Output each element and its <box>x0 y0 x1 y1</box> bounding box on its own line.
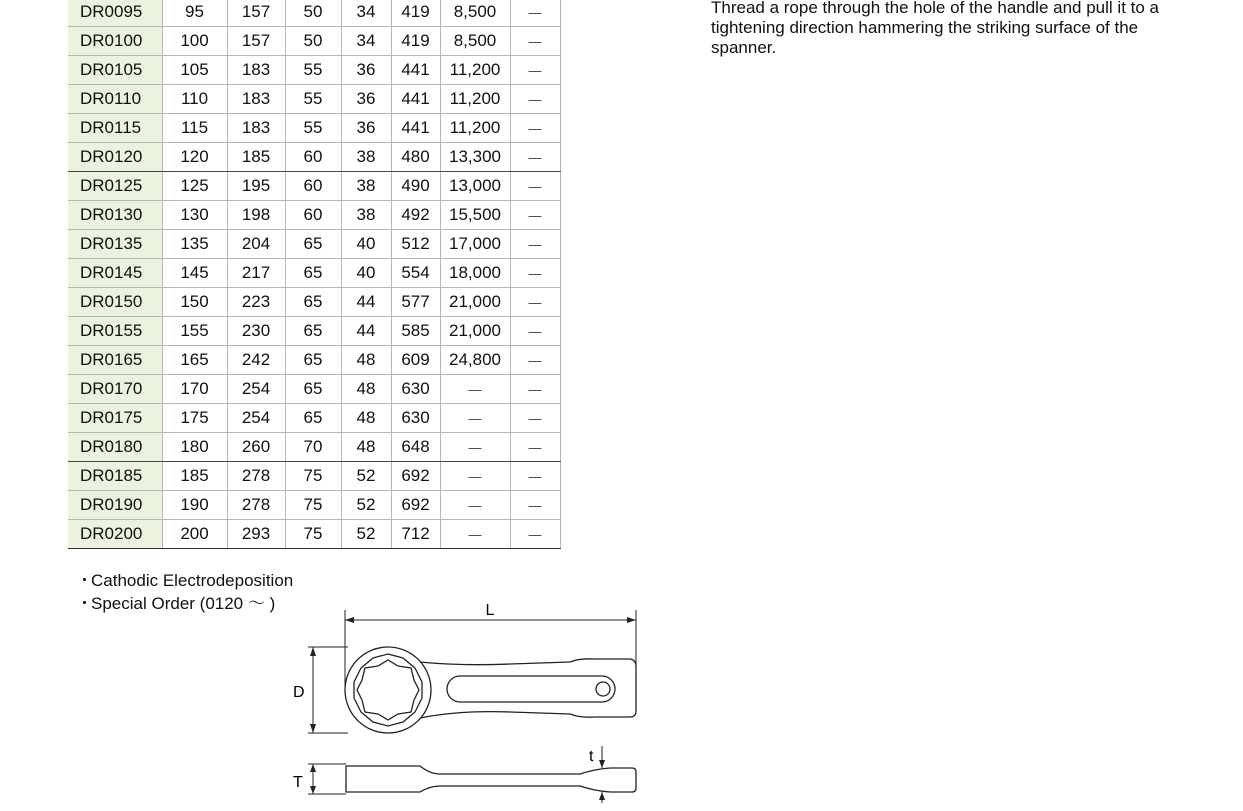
table-cell: 60 <box>285 172 341 201</box>
table-cell: 692 <box>391 491 440 520</box>
table-row <box>68 230 560 259</box>
table-cell: 38 <box>341 143 391 172</box>
table-cell: 183 <box>227 114 285 143</box>
table-cell: 125 <box>162 172 227 201</box>
table-cell: 198 <box>227 201 285 230</box>
diameter-label: D <box>293 684 305 701</box>
table-cell: 24,800 <box>440 346 510 375</box>
table-cell: 512 <box>391 230 440 259</box>
table-cell: 293 <box>227 520 285 549</box>
model-code-cell: DR0130 <box>68 201 162 230</box>
table-cell: － <box>510 317 560 346</box>
table-cell: － <box>440 433 510 462</box>
table-cell: 120 <box>162 143 227 172</box>
model-code-cell: DR0170 <box>68 375 162 404</box>
table-cell: 55 <box>285 56 341 85</box>
table-cell: 17,000 <box>440 230 510 259</box>
table-row <box>68 462 560 491</box>
table-cell: 692 <box>391 462 440 491</box>
table-cell: 712 <box>391 520 440 549</box>
table-row <box>68 259 560 288</box>
table-cell: 441 <box>391 56 440 85</box>
table-cell: － <box>510 230 560 259</box>
table-cell: 60 <box>285 143 341 172</box>
table-cell: 183 <box>227 56 285 85</box>
table-row <box>68 27 560 56</box>
table-cell: 242 <box>227 346 285 375</box>
table-cell: 38 <box>341 172 391 201</box>
table-cell: 21,000 <box>440 288 510 317</box>
table-cell: 55 <box>285 85 341 114</box>
table-cell: 40 <box>341 230 391 259</box>
table-cell: 165 <box>162 346 227 375</box>
table-cell: 34 <box>341 0 391 27</box>
table-row <box>68 346 560 375</box>
table-cell: 223 <box>227 288 285 317</box>
table-cell: 48 <box>341 433 391 462</box>
table-cell: 21,000 <box>440 317 510 346</box>
table-cell: 648 <box>391 433 440 462</box>
table-cell: 15,500 <box>440 201 510 230</box>
table-cell: 70 <box>285 433 341 462</box>
feature-item: ・ Special Order (0120 ～ ) <box>76 592 293 615</box>
model-code-cell: DR0095 <box>68 0 162 27</box>
feature-list <box>76 569 293 615</box>
table-cell: 36 <box>341 114 391 143</box>
table-cell: 105 <box>162 56 227 85</box>
table-cell: 50 <box>285 27 341 56</box>
table-cell: 130 <box>162 201 227 230</box>
table-row <box>68 404 560 433</box>
table-row <box>68 114 560 143</box>
table-cell: 195 <box>227 172 285 201</box>
table-cell: 585 <box>391 317 440 346</box>
table-row <box>68 375 560 404</box>
table-row <box>68 85 560 114</box>
table-cell: 110 <box>162 85 227 114</box>
table-cell: 441 <box>391 114 440 143</box>
table-cell: 40 <box>341 259 391 288</box>
table-cell: － <box>510 56 560 85</box>
table-cell: 155 <box>162 317 227 346</box>
table-cell: 11,200 <box>440 114 510 143</box>
table-cell: 278 <box>227 491 285 520</box>
table-row <box>68 201 560 230</box>
table-cell: 11,200 <box>440 85 510 114</box>
table-cell: － <box>510 172 560 201</box>
model-code-cell: DR0105 <box>68 56 162 85</box>
table-cell: － <box>510 346 560 375</box>
table-cell: － <box>510 201 560 230</box>
table-cell: 8,500 <box>440 0 510 27</box>
table-cell: 38 <box>341 201 391 230</box>
table-cell: － <box>440 462 510 491</box>
table-cell: 115 <box>162 114 227 143</box>
table-cell: － <box>440 404 510 433</box>
table-cell: 175 <box>162 404 227 433</box>
table-cell: 13,000 <box>440 172 510 201</box>
table-cell: 254 <box>227 375 285 404</box>
table-cell: 492 <box>391 201 440 230</box>
model-code-cell: DR0150 <box>68 288 162 317</box>
table-cell: 65 <box>285 404 341 433</box>
table-cell: 8,500 <box>440 27 510 56</box>
table-row <box>68 491 560 520</box>
table-cell: － <box>510 375 560 404</box>
table-cell: 185 <box>227 143 285 172</box>
table-row <box>68 433 560 462</box>
usage-note: Thread a rope through the hole of the handle and pull it to a tightening direction hammering the striking surface of the spanner. <box>711 0 1159 57</box>
table-cell: 278 <box>227 462 285 491</box>
table-cell: 135 <box>162 230 227 259</box>
table-cell: 419 <box>391 0 440 27</box>
table-cell: － <box>510 114 560 143</box>
spec-table-body <box>68 0 560 549</box>
table-cell: － <box>510 27 560 56</box>
table-cell: 44 <box>341 288 391 317</box>
model-code-cell: DR0145 <box>68 259 162 288</box>
table-cell: 44 <box>341 317 391 346</box>
table-cell: 13,300 <box>440 143 510 172</box>
table-cell: 65 <box>285 259 341 288</box>
table-cell: 204 <box>227 230 285 259</box>
table-cell: 419 <box>391 27 440 56</box>
table-cell: 60 <box>285 201 341 230</box>
table-row <box>68 317 560 346</box>
table-cell: 48 <box>341 375 391 404</box>
table-cell: － <box>510 520 560 549</box>
table-cell: 441 <box>391 85 440 114</box>
table-cell: 65 <box>285 288 341 317</box>
wrench-side-view <box>346 766 636 792</box>
table-cell: － <box>510 433 560 462</box>
table-cell: 48 <box>341 404 391 433</box>
model-code-cell: DR0165 <box>68 346 162 375</box>
model-code-cell: DR0155 <box>68 317 162 346</box>
table-cell: 554 <box>391 259 440 288</box>
table-cell: 254 <box>227 404 285 433</box>
feature-item: ・ Cathodic Electrodeposition <box>76 569 293 592</box>
table-cell: 609 <box>391 346 440 375</box>
table-cell: 157 <box>227 27 285 56</box>
table-row <box>68 288 560 317</box>
model-code-cell: DR0190 <box>68 491 162 520</box>
table-cell: － <box>440 375 510 404</box>
table-cell: 65 <box>285 317 341 346</box>
table-cell: 170 <box>162 375 227 404</box>
table-cell: 95 <box>162 0 227 27</box>
table-cell: 52 <box>341 520 391 549</box>
table-cell: 190 <box>162 491 227 520</box>
table-cell: － <box>510 259 560 288</box>
table-cell: 230 <box>227 317 285 346</box>
table-row <box>68 520 560 549</box>
table-cell: 630 <box>391 404 440 433</box>
model-code-cell: DR0175 <box>68 404 162 433</box>
table-cell: 217 <box>227 259 285 288</box>
table-cell: 50 <box>285 0 341 27</box>
length-label: L <box>485 602 495 619</box>
table-cell: 65 <box>285 346 341 375</box>
table-cell: 65 <box>285 375 341 404</box>
table-cell: 183 <box>227 85 285 114</box>
model-code-cell: DR0125 <box>68 172 162 201</box>
model-code-cell: DR0110 <box>68 85 162 114</box>
table-cell: 260 <box>227 433 285 462</box>
table-cell: － <box>510 143 560 172</box>
model-code-cell: DR0115 <box>68 114 162 143</box>
model-code-cell: DR0185 <box>68 462 162 491</box>
table-row <box>68 0 560 27</box>
table-cell: 52 <box>341 491 391 520</box>
model-code-cell: DR0120 <box>68 143 162 172</box>
table-cell: 75 <box>285 491 341 520</box>
table-row <box>68 56 560 85</box>
table-cell: － <box>510 462 560 491</box>
table-cell: 145 <box>162 259 227 288</box>
table-cell: 150 <box>162 288 227 317</box>
model-code-cell: DR0200 <box>68 520 162 549</box>
table-cell: 200 <box>162 520 227 549</box>
table-cell: － <box>510 85 560 114</box>
table-cell: － <box>440 520 510 549</box>
table-cell: 18,000 <box>440 259 510 288</box>
table-cell: 36 <box>341 85 391 114</box>
table-row <box>68 143 560 172</box>
table-cell: 185 <box>162 462 227 491</box>
table-cell: － <box>510 288 560 317</box>
table-cell: 630 <box>391 375 440 404</box>
table-cell: 75 <box>285 462 341 491</box>
table-cell: 48 <box>341 346 391 375</box>
wrench-drawing <box>280 596 660 808</box>
table-cell: 65 <box>285 230 341 259</box>
table-cell: 157 <box>227 0 285 27</box>
table-cell: － <box>510 491 560 520</box>
table-cell: 480 <box>391 143 440 172</box>
table-cell: － <box>440 491 510 520</box>
model-code-cell: DR0100 <box>68 27 162 56</box>
table-cell: － <box>510 404 560 433</box>
thickness-head-label: T <box>293 774 303 791</box>
table-cell: 490 <box>391 172 440 201</box>
table-row <box>68 172 560 201</box>
table-cell: 11,200 <box>440 56 510 85</box>
table-cell: 180 <box>162 433 227 462</box>
table-cell: 75 <box>285 520 341 549</box>
table-cell: － <box>510 0 560 27</box>
table-cell: 36 <box>341 56 391 85</box>
table-cell: 34 <box>341 27 391 56</box>
table-cell: 52 <box>341 462 391 491</box>
wrench-top-view <box>345 647 636 733</box>
table-cell: 577 <box>391 288 440 317</box>
model-code-cell: DR0135 <box>68 230 162 259</box>
spec-table <box>68 0 561 549</box>
table-cell: 100 <box>162 27 227 56</box>
table-cell: 55 <box>285 114 341 143</box>
thickness-handle-label: t <box>589 748 594 765</box>
model-code-cell: DR0180 <box>68 433 162 462</box>
